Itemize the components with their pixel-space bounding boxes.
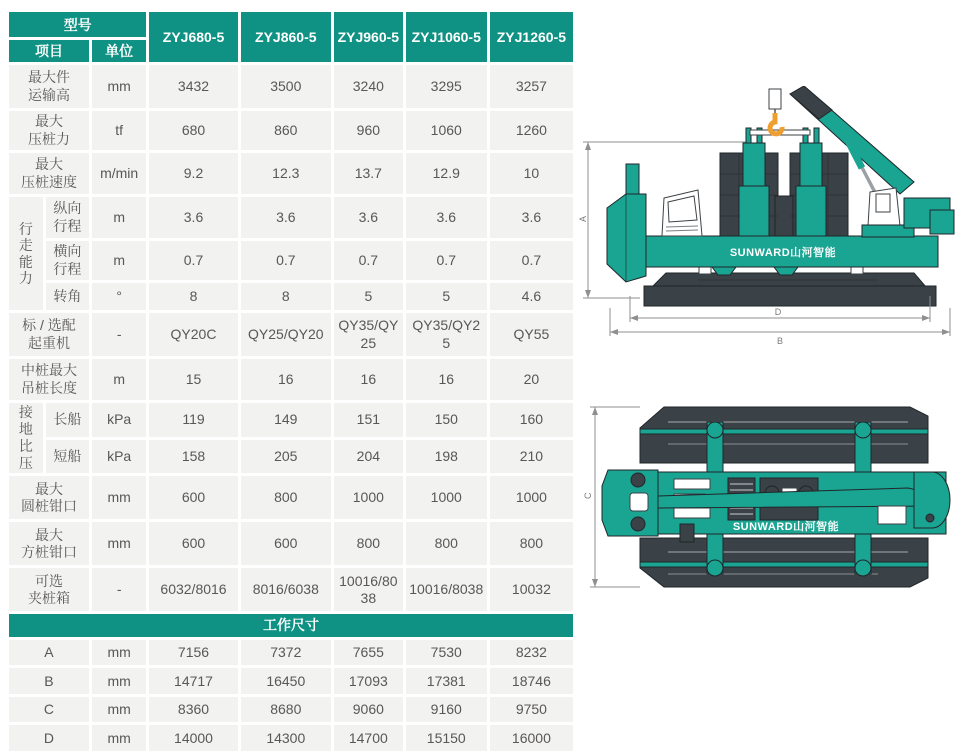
value-cell-0: 3432	[149, 65, 237, 108]
value-cell-1: 12.3	[241, 153, 331, 194]
value-cell-2: 800	[334, 522, 403, 565]
value-cell-3: 15150	[406, 725, 487, 751]
dim-row-B	[9, 668, 573, 694]
row-sublabel: 短船	[46, 440, 89, 474]
model-header-1: ZYJ860-5	[241, 12, 331, 62]
row-label: 最大 方桩钳口	[9, 522, 89, 565]
value-cell-0: 8	[149, 283, 237, 310]
model-header-2: ZYJ960-5	[334, 12, 403, 62]
value-cell-1: 7372	[241, 640, 331, 665]
spec-row-3	[9, 197, 573, 238]
value-cell-2: 960	[334, 111, 403, 150]
value-cell-2: 1000	[334, 476, 403, 519]
unit-cell: mm	[92, 697, 146, 722]
unit-cell: mm	[92, 522, 146, 565]
spec-table	[6, 9, 576, 754]
value-cell-3: 12.9	[406, 153, 487, 194]
sunward-logo-plan: SUNWARD山河智能	[732, 521, 840, 533]
row-label: 最大 圆桩钳口	[9, 476, 89, 519]
row-sublabel: 纵向 行程	[46, 197, 89, 238]
dim-row-D	[9, 725, 573, 751]
unit-cell: m	[92, 241, 146, 280]
value-cell-2: 7655	[334, 640, 403, 665]
main-beam	[640, 236, 938, 275]
unit-cell: kPa	[92, 440, 146, 474]
unit-cell: kPa	[92, 403, 146, 437]
value-cell-2: 14700	[334, 725, 403, 751]
value-cell-1: 0.7	[241, 241, 331, 280]
item-header: 项目	[9, 40, 89, 62]
value-cell-1: 16450	[241, 668, 331, 694]
value-cell-1: 3500	[241, 65, 331, 108]
group-label: 接地 比压	[9, 403, 43, 473]
value-cell-0: 600	[149, 476, 237, 519]
spec-row-10	[9, 476, 573, 519]
value-cell-1: 14300	[241, 725, 331, 751]
value-cell-3: 10016/8038	[406, 568, 487, 611]
value-cell-0: 6032/8016	[149, 568, 237, 611]
value-cell-1: 3.6	[241, 197, 331, 238]
value-cell-2: 3.6	[334, 197, 403, 238]
dim-row-label: D	[9, 725, 89, 751]
value-cell-4: 8232	[490, 640, 573, 665]
value-cell-1: 16	[241, 359, 331, 400]
value-cell-4: 1260	[490, 111, 573, 150]
value-cell-1: 800	[241, 476, 331, 519]
unit-cell: mm	[92, 668, 146, 694]
value-cell-2: QY35/QY25	[334, 313, 403, 356]
value-cell-2: 13.7	[334, 153, 403, 194]
side-view-svg	[578, 86, 960, 354]
unit-cell: mm	[92, 640, 146, 665]
value-cell-1: 600	[241, 522, 331, 565]
value-cell-3: 150	[406, 403, 487, 437]
spec-row-6	[9, 313, 573, 356]
value-cell-0: 9.2	[149, 153, 237, 194]
row-label: 可选 夹桩箱	[9, 568, 89, 611]
value-cell-0: 0.7	[149, 241, 237, 280]
header-row-model	[9, 12, 573, 37]
row-label: 中桩最大 吊桩长度	[9, 359, 89, 400]
value-cell-0: QY20C	[149, 313, 237, 356]
group-label: 行 走 能 力	[9, 197, 43, 310]
spec-row-0	[9, 65, 573, 108]
unit-cell: -	[92, 568, 146, 611]
value-cell-3: 3295	[406, 65, 487, 108]
row-label: 最大件 运输高	[9, 65, 89, 108]
bottom-pontoon	[640, 538, 928, 587]
value-cell-1: 860	[241, 111, 331, 150]
value-cell-0: 3.6	[149, 197, 237, 238]
value-cell-4: 18746	[490, 668, 573, 694]
value-cell-3: 1060	[406, 111, 487, 150]
row-sublabel: 转角	[46, 283, 89, 310]
value-cell-2: 9060	[334, 697, 403, 722]
spec-row-11	[9, 522, 573, 565]
spec-row-4	[9, 241, 573, 280]
plan-view-drawing	[578, 380, 960, 625]
value-cell-2: 0.7	[334, 241, 403, 280]
base-pontoon	[644, 273, 936, 306]
value-cell-4: 10	[490, 153, 573, 194]
value-cell-4: 210	[490, 440, 573, 474]
row-sublabel: 横向 行程	[46, 241, 89, 280]
value-cell-3: QY35/QY25	[406, 313, 487, 356]
value-cell-3: 1000	[406, 476, 487, 519]
spec-row-5	[9, 283, 573, 310]
value-cell-0: 600	[149, 522, 237, 565]
value-cell-3: 3.6	[406, 197, 487, 238]
value-cell-2: 10016/8038	[334, 568, 403, 611]
value-cell-3: 9160	[406, 697, 487, 722]
value-cell-2: 204	[334, 440, 403, 474]
sunward-logo-side: SUNWARD山河智能	[729, 247, 837, 259]
value-cell-3: 7530	[406, 640, 487, 665]
value-cell-1: 8016/6038	[241, 568, 331, 611]
value-cell-0: 7156	[149, 640, 237, 665]
small-block	[680, 524, 694, 542]
top-pontoon	[640, 407, 928, 463]
working-size-header-row	[9, 614, 573, 637]
value-cell-3: 17381	[406, 668, 487, 694]
value-cell-0: 158	[149, 440, 237, 474]
value-cell-4: 9750	[490, 697, 573, 722]
plan-view-svg	[578, 380, 960, 620]
dim-row-label: C	[9, 697, 89, 722]
value-cell-1: 149	[241, 403, 331, 437]
value-cell-2: 5	[334, 283, 403, 310]
dim-row-label: B	[9, 668, 89, 694]
dim-row-label: A	[9, 640, 89, 665]
dim-d-label: D	[774, 307, 782, 317]
value-cell-4: 1000	[490, 476, 573, 519]
value-cell-4: 800	[490, 522, 573, 565]
value-cell-1: 8	[241, 283, 331, 310]
unit-cell: mm	[92, 725, 146, 751]
crane-hook-icon	[769, 89, 782, 134]
dim-b-label: B	[776, 336, 784, 346]
unit-cell: m	[92, 359, 146, 400]
value-cell-4: 3.6	[490, 197, 573, 238]
value-cell-2: 17093	[334, 668, 403, 694]
left-press-box	[607, 164, 646, 282]
central-platform	[602, 470, 950, 542]
value-cell-4: 3257	[490, 65, 573, 108]
model-header-3: ZYJ1060-5	[406, 12, 487, 62]
value-cell-3: 16	[406, 359, 487, 400]
unit-cell: °	[92, 283, 146, 310]
value-cell-3: 800	[406, 522, 487, 565]
model-corner-header: 型号	[9, 12, 146, 37]
unit-cell: m/min	[92, 153, 146, 194]
spec-row-12	[9, 568, 573, 611]
dim-a-label: A	[578, 215, 588, 222]
value-cell-0: 119	[149, 403, 237, 437]
spec-row-8	[9, 403, 573, 437]
spec-row-9	[9, 440, 573, 474]
value-cell-2: 151	[334, 403, 403, 437]
value-cell-0: 14717	[149, 668, 237, 694]
unit-cell: tf	[92, 111, 146, 150]
value-cell-1: 8680	[241, 697, 331, 722]
unit-cell: mm	[92, 476, 146, 519]
left-cab	[662, 190, 702, 236]
value-cell-0: 8360	[149, 697, 237, 722]
value-cell-3: 198	[406, 440, 487, 474]
row-label: 最大 压桩速度	[9, 153, 89, 194]
dim-row-C	[9, 697, 573, 722]
value-cell-1: 205	[241, 440, 331, 474]
value-cell-4: 10032	[490, 568, 573, 611]
value-cell-4: 16000	[490, 725, 573, 751]
spec-row-1	[9, 111, 573, 150]
value-cell-3: 0.7	[406, 241, 487, 280]
row-sublabel: 长船	[46, 403, 89, 437]
value-cell-4: QY55	[490, 313, 573, 356]
side-view-drawing	[578, 86, 960, 359]
dim-c-label: C	[583, 492, 593, 499]
crane-cab	[862, 188, 954, 237]
model-header-4: ZYJ1260-5	[490, 12, 573, 62]
value-cell-0: 14000	[149, 725, 237, 751]
model-header-0: ZYJ680-5	[149, 12, 237, 62]
value-cell-4: 0.7	[490, 241, 573, 280]
dim-row-A	[9, 640, 573, 665]
value-cell-0: 15	[149, 359, 237, 400]
unit-cell: mm	[92, 65, 146, 108]
unit-header: 单位	[92, 40, 146, 62]
value-cell-2: 16	[334, 359, 403, 400]
spec-row-7	[9, 359, 573, 400]
unit-cell: -	[92, 313, 146, 356]
value-cell-4: 160	[490, 403, 573, 437]
row-label: 最大 压桩力	[9, 111, 89, 150]
value-cell-1: QY25/QY20	[241, 313, 331, 356]
unit-cell: m	[92, 197, 146, 238]
value-cell-4: 20	[490, 359, 573, 400]
value-cell-2: 3240	[334, 65, 403, 108]
value-cell-4: 4.6	[490, 283, 573, 310]
row-label: 标 / 选配 起重机	[9, 313, 89, 356]
spec-row-2	[9, 153, 573, 194]
working-size-header: 工作尺寸	[9, 614, 573, 637]
value-cell-0: 680	[149, 111, 237, 150]
value-cell-3: 5	[406, 283, 487, 310]
